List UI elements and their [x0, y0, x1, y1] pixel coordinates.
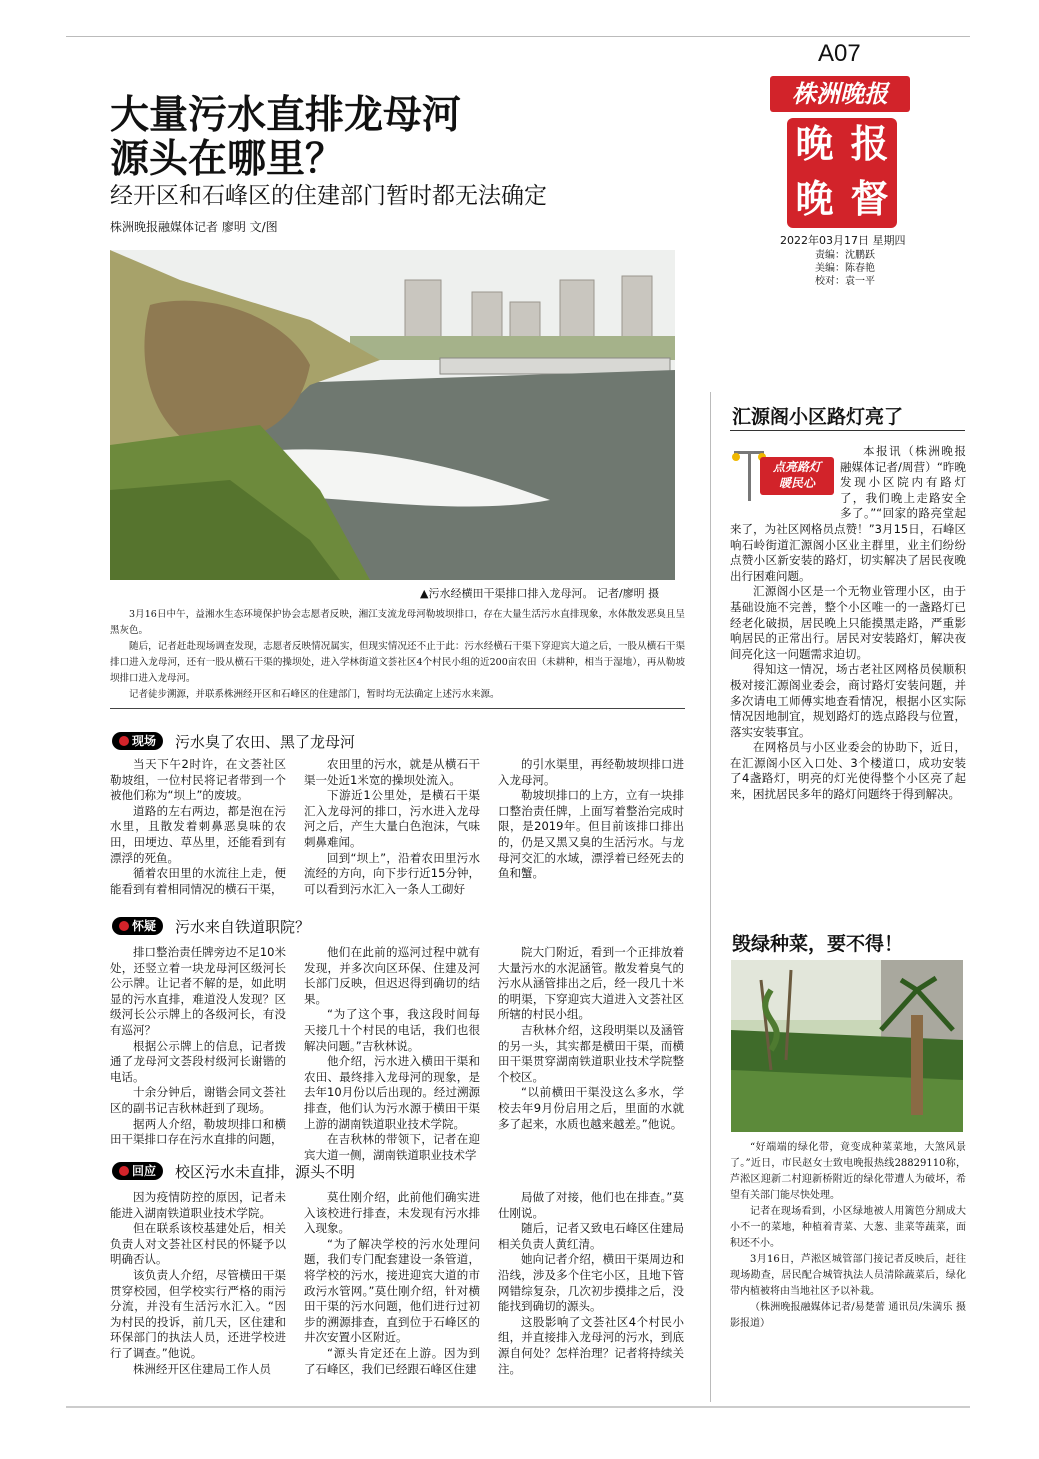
- lead-block: [110, 607, 685, 707]
- seal-logo: [787, 118, 897, 228]
- paragraph: 她向记者介绍，横田干渠周边和沿线，涉及多个住宅小区，且地下管网错综复杂，几次初步摸排之后，没能找到确切的源头。: [498, 1252, 684, 1314]
- issue-date: 2022年03月17日 星期四: [780, 234, 906, 247]
- s3-col2: [304, 1190, 480, 1390]
- paragraph: 在网格员与小区业委会的协助下，近日，在汇源阁小区入口处、3个楼道口，成功安装了4盏路灯，明亮的灯光使得整个小区亮了起来，困扰居民多年的路灯问题终于得到解决。: [730, 740, 966, 802]
- credit-editor: 责编：沈鹏跃: [815, 250, 875, 261]
- bullet-icon: [119, 921, 129, 931]
- paragraph: 记者在现场看到，小区绿地被人用篱笆分割成大小不一的菜地，种植着青菜、大葱、韭菜等蔬菜，面积还不小。: [730, 1206, 966, 1249]
- lead-para: 随后，记者赶赴现场调查发现，志愿者反映情况属实，但现实情况还不止于此：污水经横石干渠下穿迎宾大道之后，一股从横石干渠排口进入龙母河，还有一股从横石干渠的操坝处，进入学林街道文荟社区4个村民小组的近200亩农田（未耕种，相当于湿地），再从勒坡坝排口进入龙母河。: [110, 641, 685, 684]
- section-title: 污水来自铁道职院？: [175, 917, 311, 936]
- badge-line2: 暖民心: [778, 476, 815, 490]
- seal-char: 报: [850, 121, 889, 166]
- section-2-header: [112, 915, 310, 937]
- section-1-header: [112, 730, 355, 752]
- section-tag-label: 现场: [132, 734, 157, 748]
- paragraph: 汇源阁小区是一个无物业管理小区，由于基础设施不完善，整个小区唯一的一盏路灯已经老化破损，居民晚上只能摸黑走路，严重影响居民的正常出行。居民对安装路灯，解决夜间亮化这一问题需求迫切。: [730, 584, 966, 661]
- paragraph: 这股影响了文荟社区4个村民小组，并直接排入龙母河的污水，到底源自何处？怎样治理？记者将持续关注。: [498, 1314, 684, 1376]
- paragraph: 株洲经开区住建局工作人员: [133, 1361, 271, 1376]
- green-belt-vegetable-illustration: [731, 960, 963, 1132]
- paragraph: 排口整治责任牌旁边不足10米处，还竖立着一块龙母河区级河长公示牌。让记者不解的是，如此明显的污水直排，难道没人发现？区级河长公示牌上的各级河长，有没有巡河？: [110, 945, 286, 1037]
- seal-char: 督: [850, 176, 889, 221]
- paragraph: 据两人介绍，勒坡坝排口和横田干渠排口存在污水直排的问题，: [110, 1116, 286, 1147]
- paragraph: （株洲晚报融媒体记者/易楚蕾 通讯员/朱満乐 摄影报道）: [730, 1302, 966, 1329]
- paragraph: 局做了对接，他们也在排查。”莫仕刚说。: [498, 1190, 684, 1220]
- top-rule: [66, 36, 970, 37]
- side2-photo: [731, 960, 963, 1132]
- paragraph: 本报讯（株洲晚报融媒体记者/周营）“昨晚发现小区院内有路灯了，我们晚上走路安全多了。”“回家的路亮堂起来了，为社区网格员点赞！”3月15日，石峰区响石岭街道汇源阁小区业主群里，业主们纷纷点赞小区新安装的路灯，切实解决了居民夜晚出行困难问题。: [730, 444, 966, 583]
- bottom-rule: [66, 1406, 970, 1408]
- side1-title-rule: [730, 430, 965, 431]
- seal-char: 晚: [795, 121, 834, 166]
- paragraph: “源头肯定还在上游。因为到了石峰区，我们已经跟石峰区住建: [304, 1345, 480, 1376]
- paragraph: 但在联系该校基建处后，相关负责人对文荟社区村民的怀疑予以明确否认。: [110, 1221, 286, 1267]
- paragraph: 他介绍，污水进入横田干渠和农田、最终排入龙母河的现象，是去年10月份以后出现的。经过溯源排查，他们认为污水源于横田干渠上游的湖南铁道职业技术学院。: [304, 1054, 480, 1131]
- side2-body: [730, 1140, 966, 1400]
- side1-body: [730, 444, 966, 884]
- paragraph: 随后，记者又致电石峰区住建局相关负责人黄红清。: [498, 1221, 684, 1251]
- section-tag: [112, 732, 163, 750]
- side2-title: 毁绿种菜，要不得！: [732, 933, 904, 955]
- paragraph: “以前横田干渠没这么多水，学校去年9月份启用之后，里面的水就多了起来，水质也越来越差。”他说。: [498, 1085, 684, 1131]
- paragraph: 该负责人介绍，尽管横田干渠贯穿校园，但学校实行严格的雨污分流，并没有生活污水汇入。“因为村民的投诉，前几天，区住建和环保部门的执法人员，还进学校进行了调查。”他说。: [110, 1267, 286, 1360]
- main-photo-caption: ▲污水经横田干渠排口排入龙母河。 记者/廖明 摄: [420, 587, 660, 600]
- section-tag: [112, 1162, 163, 1180]
- bullet-icon: [119, 736, 129, 746]
- paragraph: 根据公示牌上的信息，记者拨通了龙母河文荟段村级河长谢锴的电话。: [110, 1038, 286, 1084]
- section-title: 校区污水未直排，源头不明: [175, 1162, 356, 1181]
- badge-line1: 点亮路灯: [772, 460, 821, 474]
- masthead-logo: 株洲晚报: [770, 76, 910, 112]
- s3-col3: [498, 1190, 684, 1390]
- s2-col2: [304, 945, 480, 1162]
- paragraph: 农田里的污水，就是从横石干渠一处近1米宽的操坝处流入。: [304, 757, 480, 787]
- river-outfall-illustration: [110, 250, 675, 580]
- side1-title: 汇源阁小区路灯亮了: [732, 406, 904, 428]
- byline: 株洲晚报融媒体记者 廖明 文/图: [110, 220, 278, 234]
- s1-col1: [110, 757, 286, 902]
- paragraph: 院大门附近，看到一个正排放着大量污水的水泥涵管。散发着臭气的污水从涵管排出之后，经一段几十米的明渠，下穿迎宾大道进入文荟社区所辖的村民小组。: [498, 945, 684, 1022]
- paragraph: “为了解决学校的污水处理问题，我们专门配套建设一条管道，将学校的污水，接进迎宾大道的市政污水管网。”莫仕刚介绍，针对横田干渠的污水问题，他们进行过初步的溯源排查，直到位于石峰区的井次安置小区附近。: [304, 1236, 480, 1345]
- column-divider: [710, 392, 711, 1402]
- s1-col2: [304, 757, 480, 902]
- s2-col3: [498, 945, 684, 1150]
- section-tag-label: 怀疑: [132, 919, 157, 933]
- lead-rule: [110, 708, 685, 709]
- section-tag-label: 回应: [132, 1164, 157, 1178]
- paragraph: 道路的左右两边，都是泡在污水里，且散发着刺鼻恶臭味的农田，田埂边、草丛里，还能看到有漂浮的死鱼。: [110, 803, 286, 865]
- page-number: A07: [818, 40, 861, 67]
- paragraph: 十余分钟后，谢锴会同文荟社区的副书记吉秋林赶到了现场。: [110, 1085, 286, 1115]
- paragraph: “好端端的绿化带，竟变成种菜菜地，大煞风景了。”近日，市民赵女士致电晚报热线28829110称，芦淞区迎新二村迎新桥附近的绿化带遭人为破坏，希望有关部门能尽快处理。: [730, 1142, 966, 1201]
- credit-designer: 美编：陈春艳: [815, 263, 875, 274]
- headline-subtitle: 经开区和石峰区的住建部门暂时都无法确定: [110, 183, 547, 209]
- paragraph: 回到“坝上”，沿着农田里污水流经的方向，向下步行近15分钟，可以看到污水汇入一条人工砌好: [304, 850, 480, 896]
- s1-col3: [498, 757, 684, 902]
- lead-para: 记者徒步溯源，并联系株洲经开区和石峰区的住建部门，暂时均无法确定上述污水来源。: [129, 689, 500, 700]
- s3-col1: [110, 1190, 286, 1390]
- paragraph: 勒坡坝排口的上方，立有一块排口整治责任牌，上面写着整治完成时限，是2019年。但目前该排口排出的，仍是又黑又臭的生活污水。与龙母河交汇的水域，漂浮着已经死去的鱼和蟹。: [498, 788, 684, 881]
- lead-para: 3月16日中午，益湘水生态环境保护协会志愿者反映，湘江支流龙母河勒坡坝排口，存在大量生活污水直排现象，水体散发恶臭且呈黑灰色。: [110, 609, 685, 636]
- paragraph: 因为疫情防控的原因，记者未能进入湖南铁道职业技术学院。: [110, 1190, 286, 1220]
- paragraph: 3月16日，芦淞区城管部门接记者反映后，赶往现场勘查，居民配合城管执法人员清除蔬菜后，绿化带内植被将由当地社区予以补栽。: [730, 1254, 966, 1297]
- headline-line1: 大量污水直排龙母河: [110, 93, 462, 138]
- seal-char: 晚: [795, 176, 834, 221]
- paragraph: 循着农田里的水流往上走，便能看到有着相同情况的横石干渠，: [110, 866, 286, 896]
- section-3-header: [112, 1160, 355, 1182]
- paragraph: 的引水渠里，再经勒坡坝排口进入龙母河。: [498, 757, 684, 787]
- headline-line2: 源头在哪里？: [110, 137, 345, 182]
- credits: [815, 249, 875, 288]
- section-title: 污水臭了农田、黑了龙母河: [175, 732, 356, 751]
- main-photo: [110, 250, 675, 580]
- paragraph: 得知这一情况，场古老社区网格员侯顺积极对接汇源阁业委会，商讨路灯安装问题，并多次请电工师傅实地查看情况，根据小区实际情况因地制宜，规划路灯的选点路段与位置，落实安装事宜。: [730, 662, 966, 739]
- paragraph: 在吉秋林的带领下，记者在迎宾大道一侧，湖南铁道职业技术学: [304, 1132, 480, 1162]
- paragraph: “为了这个事，我这段时间每天接几十个村民的电话，我们也很解决问题。”吉秋林说。: [304, 1007, 480, 1053]
- paragraph: 当天下午2时许，在文荟社区勒坡组，一位村民将记者带到一个被他们称为“坝上”的废坡。: [110, 757, 286, 803]
- s2-col1: [110, 945, 286, 1150]
- badge-float-spacer: [730, 444, 840, 512]
- paragraph: 吉秋林介绍，这段明渠以及涵管的另一头，其实都是横田干渠，而横田干渠贯穿湖南铁道职业技术学院整个校区。: [498, 1022, 684, 1084]
- paragraph: 他们在此前的巡河过程中就有发现，并多次向区环保、住建及河长部门反映，但迟迟得到确切的结果。: [304, 945, 480, 1006]
- paragraph: 下游近1公里处，是横石干渠汇入龙母河的排口，污水进入龙母河之后，产生大量白色泡沫，气味刺鼻难闻。: [304, 788, 480, 849]
- credit-proofreader: 校对：袁一平: [815, 276, 875, 287]
- section-tag: [112, 917, 163, 935]
- bullet-icon: [119, 1166, 129, 1176]
- paragraph: 莫仕刚介绍，此前他们确实进入该校进行排查，未发现有污水排入现象。: [304, 1190, 480, 1236]
